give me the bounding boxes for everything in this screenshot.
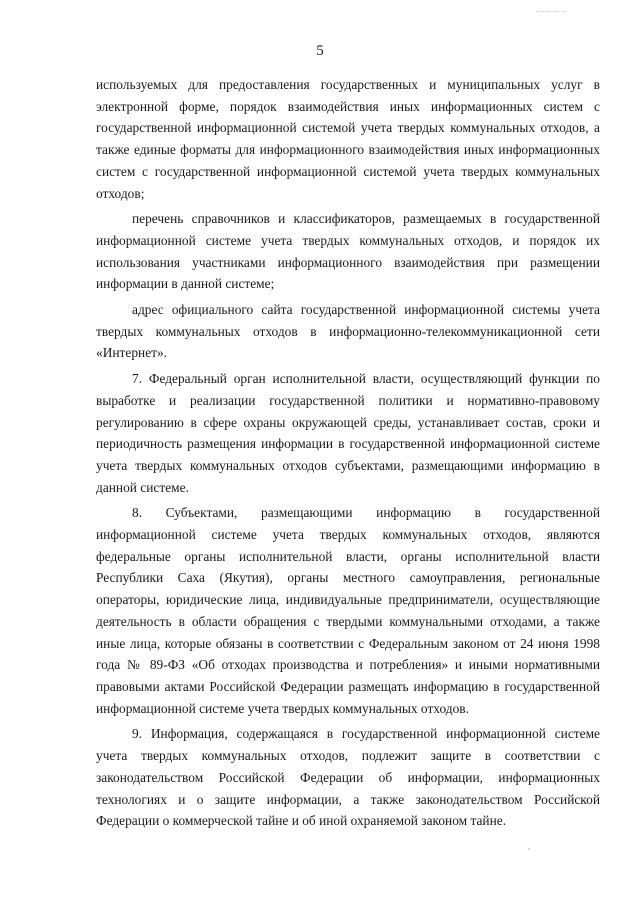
paragraph-continuation: используемых для предоставления государственных и муниципальных услуг в электронной форме, порядок взаимодействия иных информационных систем с государственной информационной системой учета твердых коммунальных отходов, а также единые форматы для информационного взаимодействия иных информационных систем с государственной информационной системой учета твердых коммунальных отходов; bbox=[96, 77, 600, 201]
scan-artifact bbox=[536, 11, 566, 13]
scan-artifact bbox=[528, 848, 530, 850]
document-body bbox=[96, 74, 600, 832]
page-number: 5 bbox=[316, 43, 324, 59]
paragraph-reference-list: перечень справочников и классификаторов, размещаемых в государственной информационной системе учета твердых коммунальных отходов, и порядок их использования участниками информационного взаимодействия при размещении информации в данной системе; bbox=[96, 211, 600, 292]
paragraph-website-address: адрес официального сайта государственной информационной системы учета твердых коммунальных отходов в информационно-телекоммуникационной сети «Интернет». bbox=[96, 302, 600, 361]
paragraph-clause-7: 7. Федеральный орган исполнительной власти, осуществляющий функции по выработке и реализации государственной политики и нормативно-правовому регулированию в сфере охраны окружающей среды, устанавливает состав, сроки и периодичность размещения информации в государственной информационной системе учета твердых коммунальных отходов субъектами, размещающими информацию в данной системе. bbox=[96, 371, 600, 495]
paragraph-clause-9: 9. Информация, содержащаяся в государственной информационной системе учета твердых коммунальных отходов, подлежит защите в соответствии с законодательством Российской Федерации об информации, информационных технологиях и о защите информации, а также законодательством Российской Федерации о коммерческой тайне и об иной охраняемой законом тайне. bbox=[96, 726, 600, 829]
paragraph-clause-8: 8. Субъектами, размещающими информацию в государственной информационной системе учета твердых коммунальных отходов, являются федеральные органы исполнительной власти, органы исполнительной власти Республики Саха (Якутия), органы местного самоуправления, региональные операторы, юридические лица, индивидуальные предприниматели, осуществляющие деятельность в области обращения с твердыми коммунальными отходами, а также иные лица, которые обязаны в соответствии с Федеральным законом от 24 июня 1998 года № 89-ФЗ «Об отходах производства и потребления» и иными нормативными правовыми актами Российской Федерации размещать информацию в государственной информационной системе учета твердых коммунальных отходов. bbox=[96, 505, 600, 716]
